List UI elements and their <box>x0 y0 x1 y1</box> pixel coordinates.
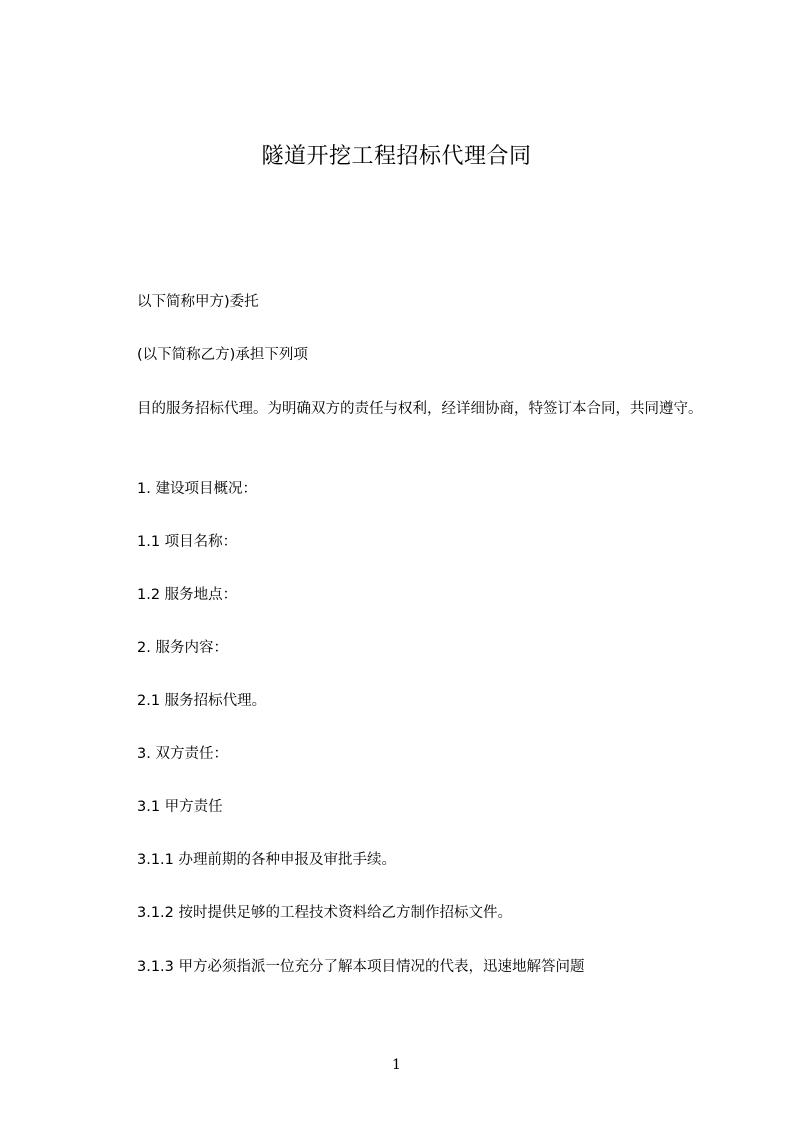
section-3-1: 3.1 甲方责任 <box>137 799 223 815</box>
section-2-heading: 2. 服务内容： <box>137 640 228 656</box>
section-2-1: 2.1 服务招标代理。 <box>137 693 267 709</box>
section-3-heading: 3. 双方责任： <box>137 746 228 762</box>
section-3-1-1: 3.1.1 办理前期的各种申报及审批手续。 <box>137 852 397 868</box>
document-title: 隧道开挖工程招标代理合同 <box>261 144 532 169</box>
paragraph-contractor: (以下简称乙方)承担下列项 <box>137 347 308 363</box>
section-3-1-3: 3.1.3 甲方必须指派一位充分了解本项目情况的代表，迅速地解答问题 <box>137 959 585 975</box>
paragraph-purpose: 目的服务招标代理。为明确双方的责任与权利，经详细协商，特签订本合同，共同遵守。 <box>137 401 703 417</box>
section-3-1-2: 3.1.2 按时提供足够的工程技术资料给乙方制作招标文件。 <box>137 905 513 921</box>
paragraph-client: 以下简称甲方)委托 <box>137 294 259 310</box>
section-1-1: 1.1 项目名称： <box>137 534 238 550</box>
section-1-heading: 1. 建设项目概况： <box>137 481 257 497</box>
page-number: 1 <box>392 1057 401 1073</box>
section-1-2: 1.2 服务地点： <box>137 587 238 603</box>
